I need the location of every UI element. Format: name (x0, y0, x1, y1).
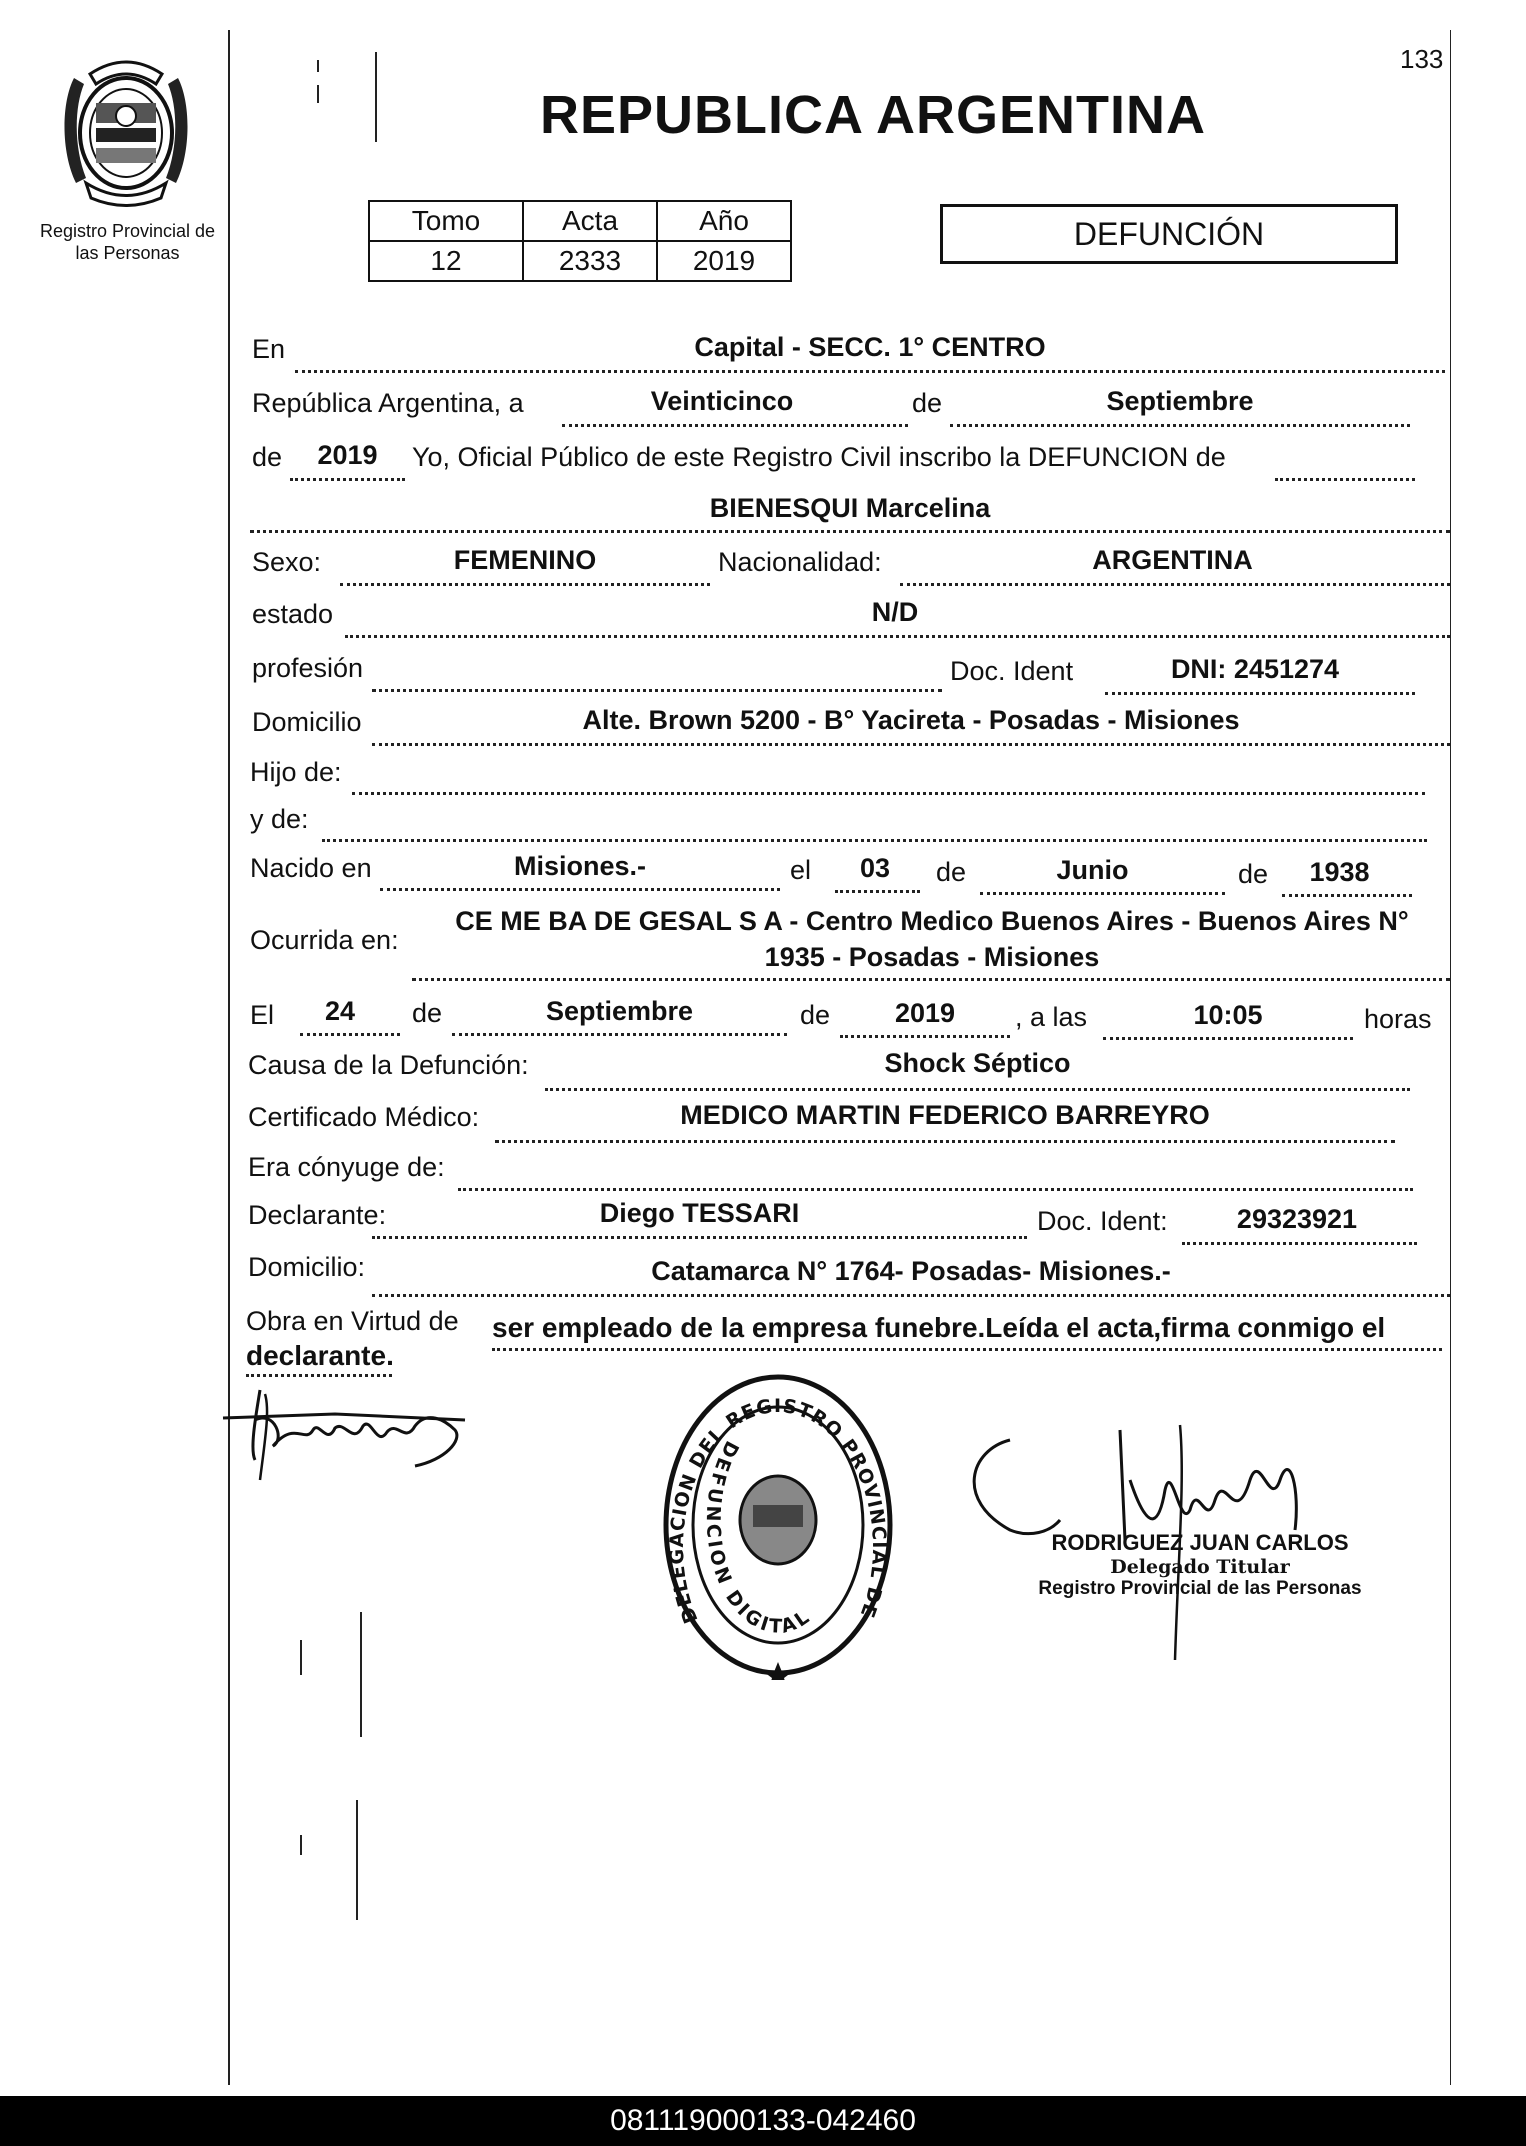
field-fecha-anio: 2019 (894, 998, 956, 1028)
field-domicilio: Alte. Brown 5200 - B° Yacireta - Posadas - Misiones (582, 705, 1240, 735)
label-en: En (252, 334, 286, 364)
dotted-line (340, 583, 710, 586)
table-value-acta: 2333 (523, 241, 657, 281)
mark (356, 1800, 358, 1920)
dotted-line (345, 635, 1450, 638)
label-de-nac-1: de (936, 857, 967, 887)
dotted-line (380, 888, 780, 891)
label-de-fecha-2: de (800, 1000, 831, 1030)
dotted-line (452, 1033, 787, 1036)
page-title: REPUBLICA ARGENTINA (540, 85, 1206, 145)
dotted-line (950, 424, 1410, 427)
field-mes: Septiembre (1106, 386, 1254, 416)
dotted-line (322, 839, 1427, 842)
dotted-line (492, 1348, 1442, 1351)
seal-inner-text: DEFUNCION DIGITAL (701, 1437, 816, 1638)
label-y-de: y de: (250, 804, 309, 834)
dotted-line (545, 1088, 1410, 1091)
mark (300, 1835, 302, 1855)
label-declarante: Declarante: (248, 1200, 387, 1230)
label-de-fecha-1: de (412, 998, 443, 1028)
dotted-line (980, 892, 1225, 895)
dotted-line (458, 1188, 1413, 1191)
signature-icon (215, 1380, 475, 1490)
field-obra-virtud-2: declarante. (246, 1340, 394, 1371)
footer-bar (0, 2096, 1526, 2146)
field-causa: Shock Séptico (884, 1048, 1071, 1078)
field-nac-mes: Junio (1056, 855, 1129, 885)
dotted-line (352, 792, 1425, 795)
dotted-line (900, 583, 1450, 586)
dotted-line (246, 1374, 392, 1377)
label-nacionalidad: Nacionalidad: (718, 547, 882, 577)
label-obra: Obra en Virtud de (246, 1306, 459, 1336)
label-doc-ident-2: Doc. Ident: (1037, 1206, 1168, 1236)
label-de-anio: de (252, 442, 283, 472)
table-value-anio: 2019 (657, 241, 791, 281)
official-name: RODRIGUEZ JUAN CARLOS (1051, 1530, 1349, 1555)
provincial-logo (56, 48, 196, 208)
official-stamp (1030, 1530, 1370, 1600)
dotted-line (300, 1033, 400, 1036)
registry-name-line-2: las Personas (75, 243, 180, 263)
label-republica: República Argentina, a (252, 388, 524, 418)
label-yo-oficial: Yo, Oficial Público de este Registro Civil inscribo la DEFUNCION de (412, 442, 1226, 472)
dotted-line (562, 424, 908, 427)
dotted-line (1182, 1242, 1417, 1245)
field-estado: N/D (871, 597, 919, 627)
label-de: de (912, 388, 943, 418)
label-el: el (790, 855, 812, 885)
dotted-line (290, 478, 405, 481)
field-obra-virtud: ser empleado de la empresa funebre.Leída el acta,firma conmigo el (492, 1312, 1386, 1343)
official-office: Registro Provincial de las Personas (1038, 1578, 1362, 1599)
field-anio: 2019 (317, 440, 378, 470)
field-fecha-mes: Septiembre (545, 996, 694, 1026)
field-declarante-doc: 29323921 (1236, 1204, 1358, 1234)
dotted-line (1103, 1037, 1353, 1040)
field-fecha-dia: 24 (324, 996, 356, 1026)
label-horas: horas (1364, 1004, 1432, 1034)
dotted-line (372, 689, 942, 692)
field-doc-ident: DNI: 2451274 (1170, 654, 1340, 684)
dotted-line (372, 1236, 1027, 1239)
page-number: 133 (1400, 44, 1444, 74)
field-fallecido: BIENESQUI Marcelina (709, 493, 991, 523)
label-estado: estado (252, 599, 334, 629)
label-sexo: Sexo: (252, 547, 322, 577)
label-domicilio: Domicilio (252, 707, 362, 737)
dotted-line (372, 743, 1450, 746)
seal-icon (658, 1370, 898, 1680)
field-ocurrida-en-2: 1935 - Posadas - Misiones (764, 942, 1100, 972)
record-table (368, 200, 792, 282)
dotted-line (295, 370, 1445, 373)
dotted-line (250, 530, 1450, 533)
dotted-line (835, 890, 920, 893)
dotted-line (1282, 894, 1412, 897)
mark (300, 1640, 302, 1675)
field-nac-dia: 03 (859, 853, 891, 883)
field-dia-letras: Veinticinco (650, 386, 794, 416)
label-certificado: Certificado Médico: (248, 1102, 480, 1132)
dotted-line (1105, 692, 1415, 695)
right-edge-rule (1450, 30, 1451, 2085)
table-header-anio: Año (657, 201, 791, 241)
barcode-text: 081119000133-042460 (610, 2104, 916, 2137)
dotted-line (372, 1294, 1450, 1297)
field-nac-anio: 1938 (1309, 857, 1370, 887)
mark (317, 85, 319, 103)
registry-name-line-1: Registro Provincial de (39, 221, 216, 241)
field-sexo: FEMENINO (453, 545, 597, 575)
official-seal (658, 1370, 898, 1680)
registry-name (20, 220, 235, 264)
field-nacido-en: Misiones.- (513, 851, 647, 881)
dotted-line (495, 1140, 1395, 1143)
mark (317, 60, 319, 72)
official-role: Delegado Titular (1110, 1556, 1290, 1578)
declarant-signature (215, 1380, 475, 1490)
record-type-box (940, 204, 1398, 264)
dotted-line (840, 1035, 1010, 1038)
seal-outer-text: DELEGACION DEL REGISTRO PROVINCIAL DE (665, 1395, 891, 1627)
field-certificado: MEDICO MARTIN FEDERICO BARREYRO (680, 1100, 1210, 1130)
coat-of-arms-icon (56, 48, 196, 208)
field-hora: 10:05 (1193, 1000, 1263, 1030)
label-profesion: profesión (252, 653, 364, 683)
margin-rule (228, 30, 230, 2085)
mark (360, 1612, 362, 1737)
field-declarante-domicilio: Catamarca N° 1764- Posadas- Misiones.- (651, 1256, 1171, 1286)
mark (375, 52, 377, 142)
label-nacido-en: Nacido en (250, 853, 372, 883)
table-header-tomo: Tomo (369, 201, 523, 241)
dotted-line (1275, 478, 1415, 481)
label-conyuge: Era cónyuge de: (248, 1152, 445, 1182)
field-ocurrida-en-1: CE ME BA DE GESAL S A - Centro Medico Buenos Aires - Buenos Aires N° (455, 906, 1409, 936)
label-ocurrida-en: Ocurrida en: (250, 925, 399, 955)
label-hijo-de: Hijo de: (250, 757, 342, 787)
table-header-acta: Acta (523, 201, 657, 241)
label-a-las: , a las (1015, 1002, 1088, 1032)
label-doc-ident: Doc. Ident (950, 656, 1074, 686)
label-de-nac-2: de (1238, 859, 1269, 889)
field-declarante: Diego TESSARI (599, 1198, 800, 1228)
field-lugar: Capital - SECC. 1° CENTRO (694, 332, 1046, 362)
label-causa: Causa de la Defunción: (248, 1050, 529, 1080)
dotted-line (412, 978, 1450, 981)
record-type-label: DEFUNCIÓN (1073, 216, 1265, 252)
label-domicilio-2: Domicilio: (248, 1252, 366, 1282)
field-nacionalidad: ARGENTINA (1092, 545, 1253, 575)
label-el-fecha: El (250, 1000, 275, 1030)
table-value-tomo: 12 (369, 241, 523, 281)
